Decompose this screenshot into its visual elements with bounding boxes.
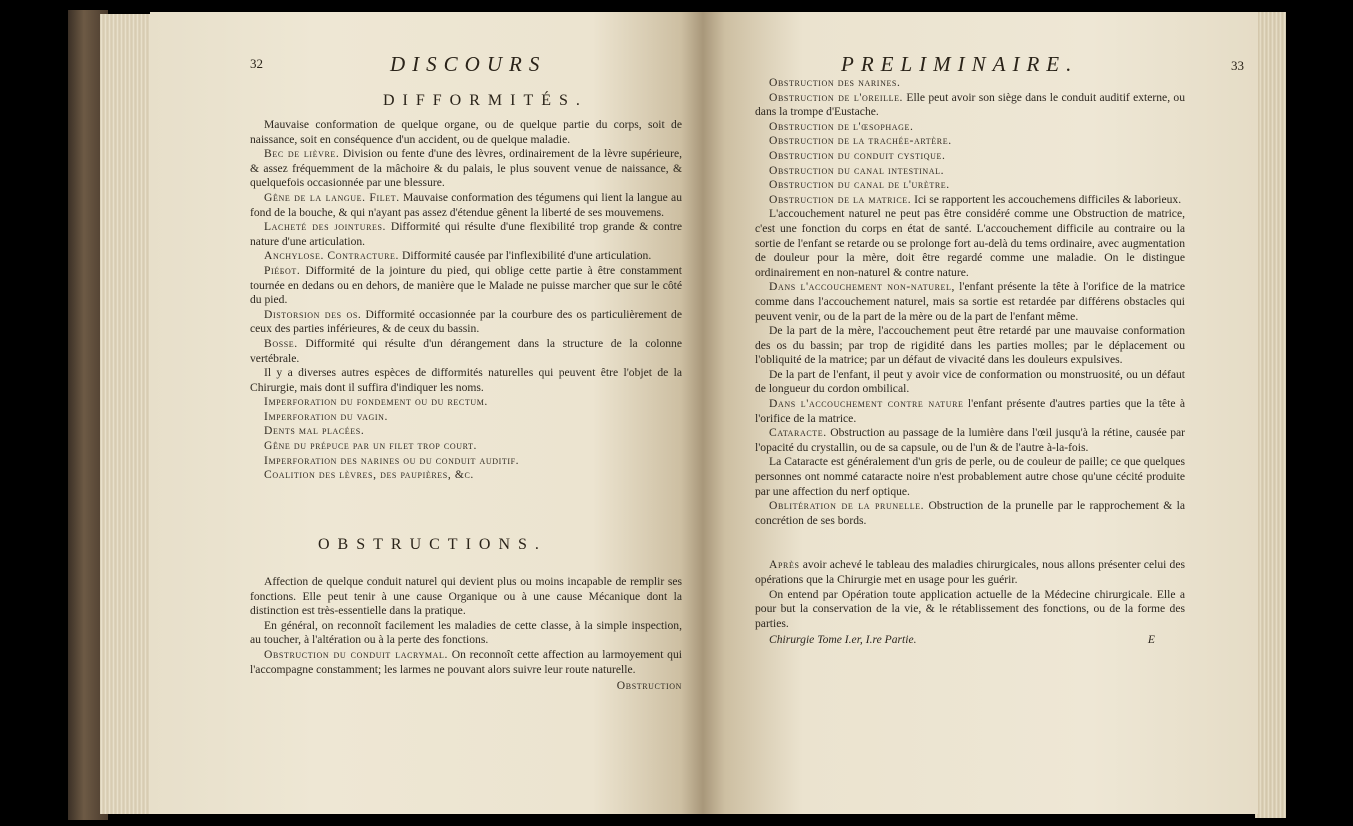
difformite-paragraph-text: Difformité qui résulte d'un dérangement dans la structure de la colonne vertébrale. — [250, 336, 682, 365]
right-folio: 33 — [1231, 58, 1244, 73]
accouchement-paragraph-text: L'accouchement naturel ne peut pas être considéré comme une Obstruction de matrice, c'est une fonction du corps en état de santé. L'accouchement difficile au contraire ou la sortie de l'enfant se retarde ou se prolonge fort au-delà du tems ordinaire, avec augmentation de douleur pour la mère, doit être regardé comme une maladie. On le distingue ordinairement en non-naturel & contre nature. — [755, 207, 1185, 279]
obstruction-list-item — [755, 134, 1185, 149]
accouchement-paragraph-term: Dans l'accouchement non-naturel, — [769, 280, 956, 294]
obstruction-list-item-term: Obstruction du canal intestinal. — [769, 163, 945, 177]
right-running-head: PRELIMINAIRE. — [841, 52, 1079, 76]
accouchement-paragraph — [755, 397, 1185, 426]
difformite-paragraph — [250, 366, 682, 395]
accouchement-paragraph — [755, 426, 1185, 455]
obstruction-list-item-term: Obstruction des narines. — [769, 76, 901, 89]
difformite-paragraph — [250, 337, 682, 366]
difformite-paragraph — [250, 264, 682, 308]
obstruction-list-item-term: Obstruction du conduit cystique. — [769, 148, 946, 162]
obstruction-list-item — [755, 76, 1185, 91]
closing-paragraph-term: Après — [769, 558, 800, 572]
difformite-paragraph — [250, 249, 682, 264]
obstruction-paragraph — [250, 619, 682, 648]
obstruction-list-item-term: Obstruction de l'œsophage. — [769, 119, 914, 133]
difformite-paragraph-term: Distorsion des os. — [264, 307, 362, 321]
accouchement-paragraph-text: De la part de l'enfant, il peut y avoir vice de conformation ou monstruosité, ou un défaut de longueur du cordon ombilical. — [755, 367, 1185, 396]
accouchement-paragraph-term: Cataracte. — [769, 426, 827, 440]
closing-paragraph — [755, 558, 1185, 587]
accouchement-paragraph-text: l'enfant présente la tête à l'orifice de la matrice comme dans l'accouchement naturel, mais sa sortie est retardée par différens obstacles qui peuvent venir, ou de la part de la mère ou de la part de l'enfant même. — [755, 280, 1185, 323]
left-running-head: DISCOURS — [390, 52, 547, 76]
difformite-list-item-term: Imperforation des narines ou du conduit auditif. — [264, 453, 520, 467]
obstruction-paragraph-text: Affection de quelque conduit naturel qui devient plus ou moins incapable de remplir ses fonctions. Elle peut tenir à une cause Organique ou à une cause Mécanique dont la distinction est très-essentielle dans la pratique. — [250, 575, 682, 618]
accouchement-paragraph — [755, 455, 1185, 499]
obstruction-list-item — [755, 193, 1185, 208]
difformite-paragraph-text: Division ou fente d'une des lèvres, ordinairement de la lèvre supérieure, & assez fréquemment de la mâchoire & du palais, le plus souvent venue de naissance, & quelquefois occasionnée par une blessure. — [250, 147, 683, 190]
difformite-list-item-term: Dents mal placées. — [264, 424, 365, 438]
left-text-block-2 — [250, 575, 682, 694]
difformite-list-item-term: Gêne du prépuce par un filet trop court. — [264, 439, 478, 453]
obstruction-list-item-term: Obstruction de la trachée-artère. — [769, 134, 952, 148]
obstruction-paragraph-text: En général, on reconnoît facilement les maladies de cette classe, à la simple inspection, au toucher, à l'altération ou à la perte des fonctions. — [250, 618, 682, 647]
accouchement-paragraph — [755, 207, 1185, 280]
accouchement-paragraph — [755, 324, 1185, 368]
page-footer — [755, 633, 1185, 648]
difformite-paragraph-text: Difformité qui résulte d'une flexibilité trop grande & contre nature d'une articulation. — [250, 220, 683, 248]
difformite-paragraph-text: Il y a diverses autres espèces de difformités naturelles qui peuvent être l'objet de la Chirurgie, mais dont il suffira d'indiquer les noms. — [250, 366, 682, 394]
obstruction-list-item — [755, 149, 1185, 164]
obstruction-list-item — [755, 164, 1185, 179]
accouchement-paragraph-term: Dans l'accouchement contre nature — [769, 397, 964, 411]
difformites-list — [250, 395, 682, 483]
difformite-paragraph-text: Difformité causée par l'inflexibilité d'une articulation. — [399, 249, 652, 263]
difformite-paragraph — [250, 191, 682, 220]
section-title-difformites: DIFFORMITÉS. — [383, 92, 588, 109]
difformite-paragraph-text: Mauvaise conformation de quelque organe, ou de quelque partie du corps, soit de naissance, soit en conséquence d'un accident, ou de quelque maladie. — [250, 118, 682, 146]
accouchement-paragraph — [755, 368, 1185, 397]
accouchement-paragraph-text: Obstruction au passage de la lumière dans l'œil jusqu'à la rétine, causée par l'opacité du crystallin, ou de sa capsule, ou de l'un & de l'autre à-la-fois. — [755, 426, 1185, 454]
closing-paragraph-text: On entend par Opération toute application actuelle de la Médecine chirurgicale. Elle a pour but la conservation de la vie, & le rétablissement des fonctions, ou de la forme des parties. — [755, 587, 1185, 630]
obstruction-list-item — [755, 91, 1185, 120]
difformite-paragraph-term: Bec de lièvre. — [264, 147, 340, 161]
footer-volume: Chirurgie Tome I.er, I.re Partie. — [769, 633, 917, 647]
left-page — [150, 12, 703, 814]
difformite-list-item — [250, 454, 682, 469]
right-text-block — [755, 76, 1185, 648]
obstruction-list-item — [755, 120, 1185, 135]
difformite-paragraph — [250, 308, 682, 337]
difformite-list-item — [250, 468, 682, 483]
obstruction-paragraph — [250, 575, 682, 619]
accouchement-paragraph-text: De la part de la mère, l'accouchement peut être retardé par une mauvaise conformation des os du bassin; par trop de rigidité dans les parties molles; par le déplacement ou l'obliquité de la matrice; par un défaut de vivacité dans les douleurs expulsives. — [755, 324, 1185, 367]
accouchement-paragraph-text: Obstruction de la prunelle par le rapprochement & la concrétion de ses bords. — [755, 499, 1185, 527]
obstruction-list — [755, 76, 1185, 207]
difformite-list-item-term: Imperforation du vagin. — [264, 409, 388, 423]
obstruction-paragraph-text: On reconnoît cette affection au larmoyement qui l'accompagne constamment; les larmes ne pouvant alors suivre leur route naturelle. — [250, 647, 682, 676]
accouchement-paragraphs — [755, 207, 1185, 528]
accouchement-paragraph-text: l'enfant présente d'autres parties que la tête à l'orifice de la matrice. — [755, 397, 1185, 425]
obstruction-list-item-term: Obstruction du canal de l'urètre. — [769, 178, 950, 192]
signature-mark: E — [1147, 633, 1155, 647]
difformite-paragraph-term: Gêne de la langue. Filet. — [264, 190, 400, 204]
difformite-paragraph-term: Piéбot. — [264, 263, 301, 277]
obstruction-paragraph-term: Obstruction du conduit lacrymal. — [264, 647, 448, 661]
left-folio: 32 — [250, 56, 263, 71]
obstruction-paragraph — [250, 648, 682, 677]
difformite-paragraph-text: Mauvaise conformation des tégumens qui lient la langue au fond de la bouche, & qui n'ayant pas assez d'étendue gênent la liberté de ses mouvemens. — [250, 190, 683, 219]
difformite-list-item — [250, 395, 682, 410]
accouchement-paragraph-term: Oblitération de la prunelle. — [769, 499, 925, 513]
difformite-paragraph-term: Anchylose. Contracture. — [264, 249, 400, 263]
obstruction-list-item-text: Elle peut avoir son siège dans le conduit auditif externe, ou dans la trompe d'Eustache. — [755, 90, 1185, 119]
difformite-list-item-term: Imperforation du fondement ou du rectum. — [264, 395, 488, 409]
difformites-paragraphs — [250, 118, 682, 395]
obstruction-list-item-term: Obstruction de l'oreille. — [769, 90, 904, 104]
difformite-list-item-term: Coalition des lèvres, des paupières, &c. — [264, 468, 474, 482]
difformite-paragraph — [250, 220, 682, 249]
difformite-list-item — [250, 439, 682, 454]
difformite-paragraph-text: Difformité occasionnée par la courbure des os particulièrement de ceux des parties inférieures, & de ceux du bassin. — [250, 307, 682, 336]
difformite-paragraph-text: Difformité de la jointure du pied, qui oblige cette partie à être constamment tournée en dedans ou en dehors, de manière que le Malade ne puisse marcher que sur le côté du pied. — [250, 263, 682, 307]
left-text-block — [250, 118, 682, 483]
obstruction-list-item — [755, 178, 1185, 193]
page-stack-right — [1255, 12, 1286, 818]
accouchement-paragraph — [755, 280, 1185, 324]
accouchement-paragraph — [755, 499, 1185, 528]
obstructions-paragraphs — [250, 575, 682, 677]
accouchement-paragraph-text: La Cataracte est généralement d'un gris de perle, ou de couleur de paille; ce que quelques personnes ont nommé cataracte noire n'est probablement autre chose qu'une cécité produite par une affection du nerf optique. — [755, 455, 1185, 498]
difformite-paragraph — [250, 118, 682, 147]
obstruction-list-item-term: Obstruction de la matrice. — [769, 192, 912, 206]
difformite-paragraph-term: Lacheté des jointures. — [264, 220, 387, 234]
difformite-paragraph — [250, 147, 682, 191]
section-title-obstructions: OBSTRUCTIONS. — [318, 536, 547, 553]
closing-paragraph — [755, 588, 1185, 632]
obstruction-list-item-text: Ici se rapportent les accouchemens difficiles & laborieux. — [911, 192, 1182, 206]
difformite-list-item — [250, 424, 682, 439]
closing-paragraphs — [755, 558, 1185, 631]
right-page — [703, 12, 1258, 814]
difformite-list-item — [250, 410, 682, 425]
closing-paragraph-text: avoir achevé le tableau des maladies chirurgicales, nous allons présenter celui des opérations que la Chirurgie met en usage pour les guérir. — [755, 558, 1185, 586]
difformite-paragraph-term: Bosse. — [264, 336, 298, 350]
catchword: Obstruction — [616, 679, 682, 693]
